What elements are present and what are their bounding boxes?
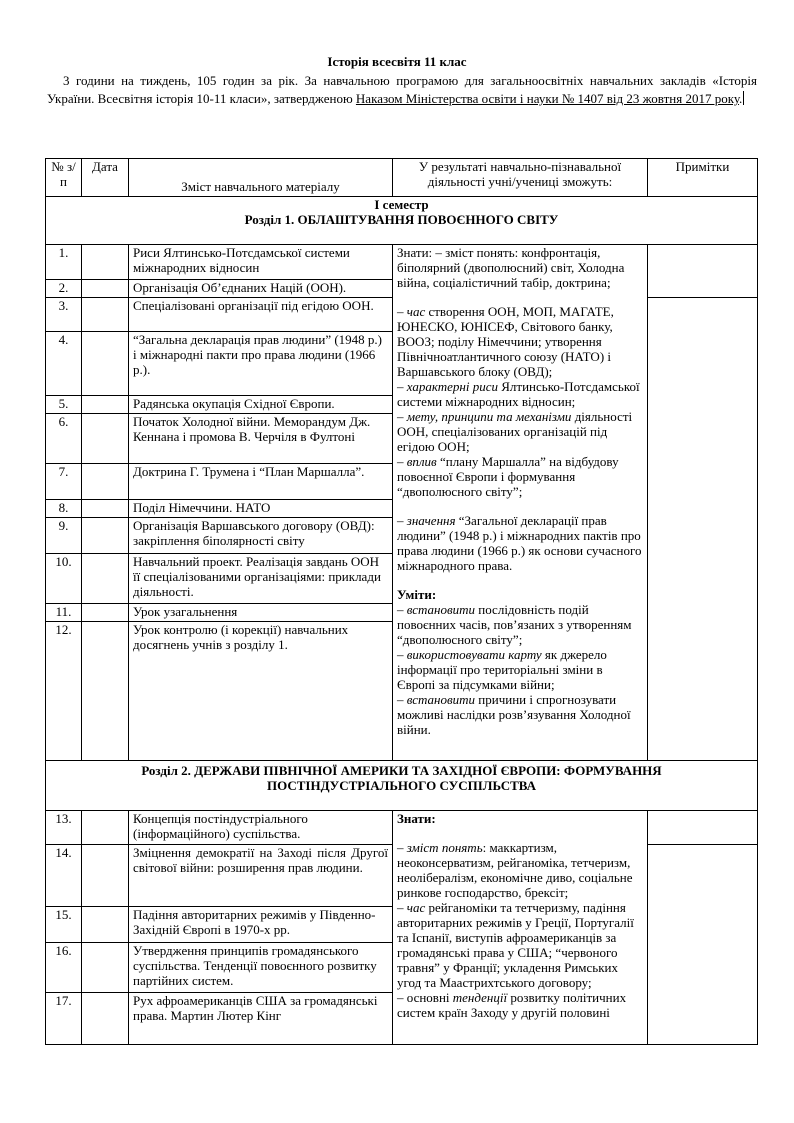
row-number: 16. <box>46 943 82 993</box>
row-number: 1. <box>46 245 82 280</box>
topic-cell: Риси Ялтинсько-Потсдамської системи міжнародних відносин <box>129 245 393 280</box>
header-num: № з/п <box>46 159 82 197</box>
row-number: 2. <box>46 280 82 298</box>
row-number: 4. <box>46 332 82 396</box>
topic-cell: Спеціалізовані організації під егідою ООН. <box>129 298 393 332</box>
row-number: 10. <box>46 554 82 604</box>
topic-cell: Зміцнення демократії на Заході після Другої світової війни: розширення прав людини. <box>129 845 393 907</box>
curriculum-table <box>45 158 758 1045</box>
topic-cell: Доктрина Г. Трумена і “План Маршалла”. <box>129 464 393 500</box>
header-date: Дата <box>82 159 129 197</box>
header-results: У результаті навчально-пізнавальної діяльності учні/учениці зможуть: <box>393 159 648 197</box>
topic-cell: Концепція постіндустріального (інформаційного) суспільства. <box>129 811 393 845</box>
notes-cell[interactable] <box>648 245 758 298</box>
date-cell[interactable] <box>82 332 129 396</box>
table-header-row <box>46 159 758 197</box>
date-cell[interactable] <box>82 396 129 414</box>
topic-cell: Початок Холодної війни. Меморандум Дж. Кеннана і промова В. Черчіля в Фултоні <box>129 414 393 464</box>
topic-cell: Урок контролю (і корекції) навчальних досягнень учнів з розділу 1. <box>129 622 393 761</box>
topic-cell: “Загальна декларація прав людини” (1948 р.) і міжнародні пакти про права людини (1966 р.). <box>129 332 393 396</box>
text-cursor <box>743 91 744 105</box>
date-cell[interactable] <box>82 993 129 1045</box>
document-intro <box>47 72 757 108</box>
date-cell[interactable] <box>82 554 129 604</box>
date-cell[interactable] <box>82 845 129 907</box>
date-cell[interactable] <box>82 280 129 298</box>
date-cell[interactable] <box>82 414 129 464</box>
date-cell[interactable] <box>82 604 129 622</box>
date-cell[interactable] <box>82 811 129 845</box>
date-cell[interactable] <box>82 464 129 500</box>
results-cell-section-1: Знати: – зміст понять: конфронтація, біполярний (двополюсний) світ, Холодна війна, соціалістичний табір, доктрина; – час створення ООН, МОП, МАГАТЕ, ЮНЕСКО, ЮНІСЕФ, Світового банку, ВООЗ; поділу Німеччини; утворення Північноатлантичного союзу (НАТО) і Варшавського блоку (ОВД); – характерні риси Ялтинсько-Потсдамської системи міжнародних відносин; – мету, принципи та механізми діяльності ООН, спеціалізованих організацій під егідою ООН; – вплив “плану Маршалла” на відбудову повоєнної Європи і формування “двополюсного світу”; – значення “Загальної декларації прав людини” (1948 р.) і міжнародних пактів про права людини (1966 р.) як основи сучасного міжнародного права. Уміти: – встановити послідовність подій повоєнних часів, пов’язаних з утворенням “двополюсного світу”; – використовувати карту як джерело інформації про територіальні зміни в Європі за підсумками війни; – встановити причини і спрогнозувати можливі наслідки розв’язування Холодної війни. <box>393 245 648 761</box>
intro-text: 3 години на тиждень, 105 годин за рік. За навчальною програмою для загальноосвітніх навчальних закладів «Історія України. Всесвітня історія 10-11 класи», затвердженою Наказом Міністерства освіти і науки № 1407 від 23 жовтня 2017 року. <box>47 73 757 106</box>
section-1-title: Розділ 1. ОБЛАШТУВАННЯ ПОВОЄННОГО СВІТУ <box>244 212 559 227</box>
row-number: 8. <box>46 500 82 518</box>
date-cell[interactable] <box>82 518 129 554</box>
topic-cell: Падіння авторитарних режимів у Південно-Західній Європі в 1970-х рр. <box>129 907 393 943</box>
row-number: 5. <box>46 396 82 414</box>
date-cell[interactable] <box>82 500 129 518</box>
date-cell[interactable] <box>82 943 129 993</box>
row-number: 7. <box>46 464 82 500</box>
topic-cell: Організація Об’єднаних Націй (ООН). <box>129 280 393 298</box>
header-notes: Примітки <box>648 159 758 197</box>
section-1-heading <box>46 197 758 245</box>
row-number: 3. <box>46 298 82 332</box>
results-cell-section-2: Знати: – зміст понять: маккартизм, неоконсерватизм, рейганоміка, тетчеризм, неолібералізм, економічне диво, соціальне ринкове господарство, брексіт; – час рейганоміки та тетчеризму, падіння авторитарних режимів у Греції, Португалії та Іспанії, виступів афроамериканців за громадянські права у США; “червоного травня” у Франції; укладення Римських угод та Маастрихтського договору; – основні тенденції розвитку політичних систем країн Заходу у другій половині <box>393 811 648 1045</box>
row-number: 17. <box>46 993 82 1045</box>
topic-cell: Поділ Німеччини. НАТО <box>129 500 393 518</box>
topic-cell: Навчальний проект. Реалізація завдань ООН її спеціалізованими організаціями: приклади діяльності. <box>129 554 393 604</box>
row-number: 14. <box>46 845 82 907</box>
row-number: 15. <box>46 907 82 943</box>
row-number: 13. <box>46 811 82 845</box>
section-row <box>46 197 758 245</box>
row-number: 6. <box>46 414 82 464</box>
date-cell[interactable] <box>82 622 129 761</box>
header-content: Зміст навчального матеріалу <box>129 159 393 197</box>
notes-cell[interactable] <box>648 811 758 845</box>
table-row <box>46 245 758 280</box>
notes-cell[interactable] <box>648 298 758 761</box>
topic-cell: Організація Варшавського договору (ОВД): закріплення біполярності світу <box>129 518 393 554</box>
date-cell[interactable] <box>82 298 129 332</box>
row-number: 12. <box>46 622 82 761</box>
row-number: 11. <box>46 604 82 622</box>
topic-cell: Рух афроамериканців США за громадянські права. Мартин Лютер Кінг <box>129 993 393 1045</box>
row-number: 9. <box>46 518 82 554</box>
topic-cell: Радянська окупація Східної Європи. <box>129 396 393 414</box>
date-cell[interactable] <box>82 245 129 280</box>
section-row <box>46 761 758 811</box>
topic-cell: Утвердження принципів громадянського суспільства. Тенденції повоєнного розвитку партійних систем. <box>129 943 393 993</box>
topic-cell: Урок узагальнення <box>129 604 393 622</box>
table-row <box>46 811 758 845</box>
document-title: Історія всесвітя 11 клас <box>327 54 467 69</box>
semester-label: І семестр <box>374 197 429 212</box>
date-cell[interactable] <box>82 907 129 943</box>
notes-cell[interactable] <box>648 845 758 1045</box>
section-2-title: Розділ 2. ДЕРЖАВИ ПІВНІЧНОЇ АМЕРИКИ ТА ЗАХІДНОЇ ЄВРОПИ: ФОРМУВАННЯ ПОСТІНДУСТРІАЛЬНОГО СУСПІЛЬСТВА <box>46 761 758 811</box>
order-link[interactable]: Наказом Міністерства освіти і науки № 1407 від 23 жовтня 2017 року <box>355 91 740 106</box>
